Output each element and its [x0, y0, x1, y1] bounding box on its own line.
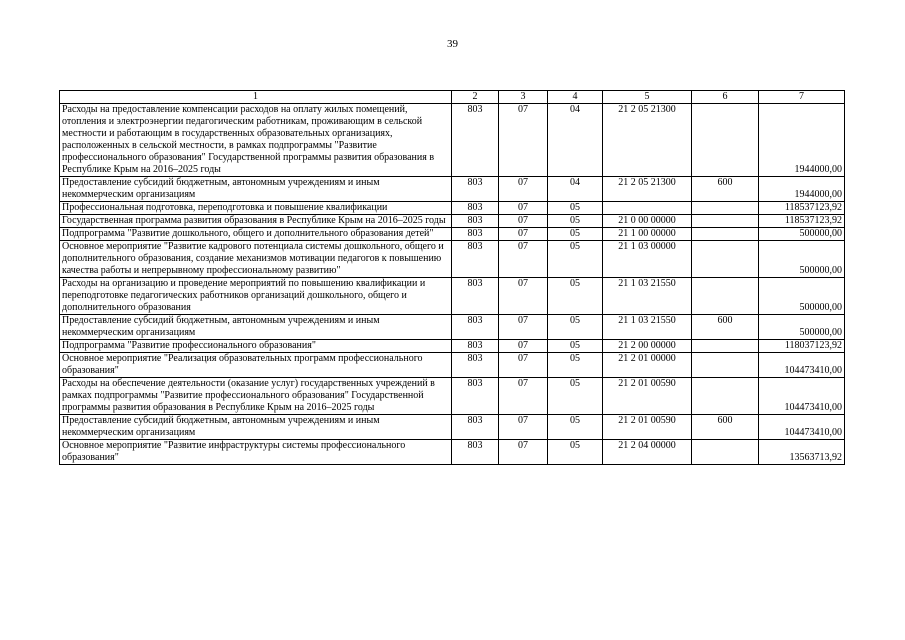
- row-name-cell: Основное мероприятие "Развитие инфраструктуры системы профессионального образования": [60, 440, 452, 465]
- row-ministry-code-cell: 803: [452, 415, 499, 440]
- row-section-cell: 07: [499, 315, 548, 340]
- table-row: [60, 415, 845, 440]
- row-expense-type-cell: [692, 202, 759, 215]
- row-ministry-code-cell: 803: [452, 104, 499, 177]
- table-row: [60, 228, 845, 241]
- row-target-article-cell: 21 2 01 00590: [603, 415, 692, 440]
- row-subsection-cell: 05: [548, 202, 603, 215]
- row-name-cell: Профессиональная подготовка, переподготовка и повышение квалификации: [60, 202, 452, 215]
- row-ministry-code-cell: 803: [452, 241, 499, 278]
- row-amount-cell: 1944000,00: [759, 104, 845, 177]
- row-ministry-code-cell: 803: [452, 353, 499, 378]
- row-section-cell: 07: [499, 378, 548, 415]
- table-row: [60, 202, 845, 215]
- row-section-cell: 07: [499, 177, 548, 202]
- row-amount-cell: 118537123,92: [759, 215, 845, 228]
- row-expense-type-cell: 600: [692, 177, 759, 202]
- row-section-cell: 07: [499, 215, 548, 228]
- row-ministry-code-cell: 803: [452, 202, 499, 215]
- row-expense-type-cell: 600: [692, 315, 759, 340]
- row-section-cell: 07: [499, 228, 548, 241]
- row-target-article-cell: 21 1 03 00000: [603, 241, 692, 278]
- row-subsection-cell: 05: [548, 278, 603, 315]
- budget-table: [59, 90, 845, 465]
- row-expense-type-cell: 600: [692, 415, 759, 440]
- row-ministry-code-cell: 803: [452, 228, 499, 241]
- column-header: 7: [759, 91, 845, 104]
- row-target-article-cell: 21 0 00 00000: [603, 215, 692, 228]
- row-section-cell: 07: [499, 278, 548, 315]
- table-header-row: [60, 91, 845, 104]
- table-row: [60, 440, 845, 465]
- row-expense-type-cell: [692, 104, 759, 177]
- row-name-cell: Предоставление субсидий бюджетным, автономным учреждениям и иным некоммерческим организациям: [60, 415, 452, 440]
- column-header: 6: [692, 91, 759, 104]
- row-expense-type-cell: [692, 241, 759, 278]
- row-target-article-cell: 21 2 01 00590: [603, 378, 692, 415]
- row-target-article-cell: [603, 202, 692, 215]
- table-body: [60, 104, 845, 465]
- row-target-article-cell: 21 2 00 00000: [603, 340, 692, 353]
- row-name-cell: Государственная программа развития образования в Республике Крым на 2016–2025 годы: [60, 215, 452, 228]
- row-ministry-code-cell: 803: [452, 177, 499, 202]
- row-amount-cell: 1944000,00: [759, 177, 845, 202]
- table-row: [60, 353, 845, 378]
- table-row: [60, 378, 845, 415]
- row-subsection-cell: 05: [548, 353, 603, 378]
- row-amount-cell: 13563713,92: [759, 440, 845, 465]
- row-ministry-code-cell: 803: [452, 215, 499, 228]
- row-target-article-cell: 21 1 03 21550: [603, 315, 692, 340]
- row-name-cell: Расходы на организацию и проведение мероприятий по повышению квалификации и переподготовке педагогических работников организаций дошкольного, общего и дополнительного образования: [60, 278, 452, 315]
- row-name-cell: Основное мероприятие "Развитие кадрового потенциала системы дошкольного, общего и дополнительного образования, создание механизмов мотивации педагогов к повышению качества работы и непрерывному профессиональному развитию": [60, 241, 452, 278]
- row-expense-type-cell: [692, 353, 759, 378]
- row-ministry-code-cell: 803: [452, 340, 499, 353]
- table-row: [60, 104, 845, 177]
- row-subsection-cell: 04: [548, 104, 603, 177]
- row-section-cell: 07: [499, 104, 548, 177]
- row-ministry-code-cell: 803: [452, 378, 499, 415]
- table-row: [60, 177, 845, 202]
- row-ministry-code-cell: 803: [452, 440, 499, 465]
- row-target-article-cell: 21 2 04 00000: [603, 440, 692, 465]
- row-expense-type-cell: [692, 215, 759, 228]
- row-section-cell: 07: [499, 440, 548, 465]
- row-expense-type-cell: [692, 228, 759, 241]
- row-section-cell: 07: [499, 202, 548, 215]
- row-name-cell: Основное мероприятие "Реализация образовательных программ профессионального образования": [60, 353, 452, 378]
- row-subsection-cell: 04: [548, 177, 603, 202]
- row-ministry-code-cell: 803: [452, 315, 499, 340]
- row-target-article-cell: 21 1 03 21550: [603, 278, 692, 315]
- column-header: 3: [499, 91, 548, 104]
- row-subsection-cell: 05: [548, 228, 603, 241]
- row-ministry-code-cell: 803: [452, 278, 499, 315]
- row-amount-cell: 104473410,00: [759, 415, 845, 440]
- row-subsection-cell: 05: [548, 315, 603, 340]
- row-name-cell: Подпрограмма "Развитие дошкольного, общего и дополнительного образования детей": [60, 228, 452, 241]
- table-row: [60, 315, 845, 340]
- row-subsection-cell: 05: [548, 340, 603, 353]
- row-amount-cell: 500000,00: [759, 315, 845, 340]
- row-subsection-cell: 05: [548, 241, 603, 278]
- row-name-cell: Подпрограмма "Развитие профессионального образования": [60, 340, 452, 353]
- row-name-cell: Предоставление субсидий бюджетным, автономным учреждениям и иным некоммерческим организациям: [60, 315, 452, 340]
- column-header: 4: [548, 91, 603, 104]
- column-header: 1: [60, 91, 452, 104]
- row-amount-cell: 118537123,92: [759, 202, 845, 215]
- row-amount-cell: 104473410,00: [759, 378, 845, 415]
- row-amount-cell: 500000,00: [759, 228, 845, 241]
- table-row: [60, 241, 845, 278]
- column-header: 5: [603, 91, 692, 104]
- row-amount-cell: 118037123,92: [759, 340, 845, 353]
- page-number: 39: [447, 38, 458, 50]
- row-expense-type-cell: [692, 440, 759, 465]
- row-name-cell: Предоставление субсидий бюджетным, автономным учреждениям и иным некоммерческим организациям: [60, 177, 452, 202]
- row-section-cell: 07: [499, 415, 548, 440]
- row-amount-cell: 500000,00: [759, 241, 845, 278]
- row-subsection-cell: 05: [548, 440, 603, 465]
- row-target-article-cell: 21 2 05 21300: [603, 104, 692, 177]
- row-name-cell: Расходы на обеспечение деятельности (оказание услуг) государственных учреждений в рамках подпрограммы "Развитие профессионального образования" Государственной программы развития образования в Республике Крым на 2016–2025 годы: [60, 378, 452, 415]
- row-section-cell: 07: [499, 241, 548, 278]
- row-amount-cell: 104473410,00: [759, 353, 845, 378]
- row-name-cell: Расходы на предоставление компенсации расходов на оплату жилых помещений, отопления и электроэнергии педагогическим работникам, проживающим в сельской местности и работающим в государственных образовательных организациях, расположенных в сельской местности, в рамках подпрограммы "Развитие профессионального образования" Государственной программы развития образования в Республике Крым на 2016–2025 годы: [60, 104, 452, 177]
- table-row: [60, 278, 845, 315]
- row-target-article-cell: 21 2 05 21300: [603, 177, 692, 202]
- column-header: 2: [452, 91, 499, 104]
- row-expense-type-cell: [692, 378, 759, 415]
- row-target-article-cell: 21 2 01 00000: [603, 353, 692, 378]
- row-subsection-cell: 05: [548, 415, 603, 440]
- row-subsection-cell: 05: [548, 378, 603, 415]
- row-section-cell: 07: [499, 340, 548, 353]
- row-expense-type-cell: [692, 340, 759, 353]
- table-row: [60, 215, 845, 228]
- row-section-cell: 07: [499, 353, 548, 378]
- row-subsection-cell: 05: [548, 215, 603, 228]
- row-target-article-cell: 21 1 00 00000: [603, 228, 692, 241]
- row-expense-type-cell: [692, 278, 759, 315]
- row-amount-cell: 500000,00: [759, 278, 845, 315]
- table-row: [60, 340, 845, 353]
